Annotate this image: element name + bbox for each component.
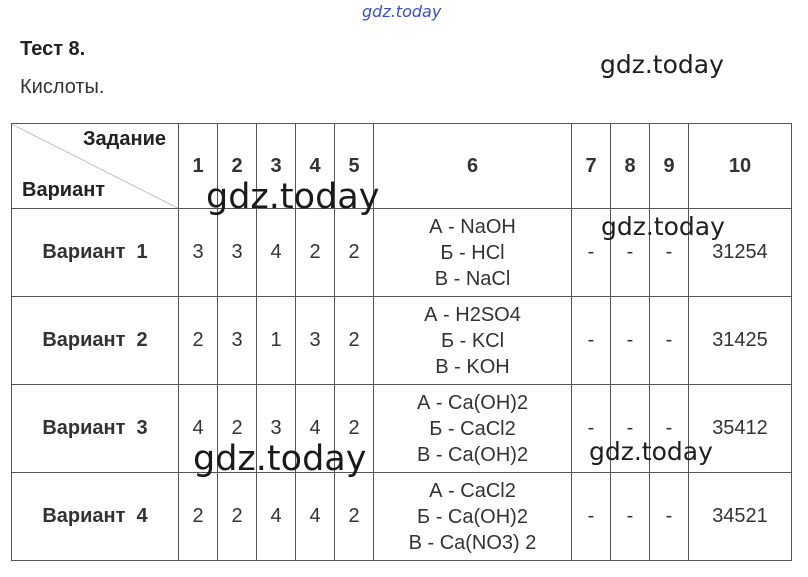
watermark: gdz.today: [589, 437, 713, 466]
answer-cell: -: [572, 385, 611, 473]
column-header: 9: [650, 124, 689, 209]
matching-line: Б - KCl: [440, 329, 505, 352]
table-corner-cell: [12, 124, 179, 209]
answer-cell: 4: [296, 385, 335, 473]
matching-line: Б - CaCl2: [429, 417, 516, 440]
answer-cell: -: [572, 297, 611, 385]
answer-cell: 2: [179, 297, 218, 385]
column-header: 5: [335, 124, 374, 209]
answer-cell: -: [650, 473, 689, 561]
watermark: gdz.today: [206, 177, 380, 217]
answer-cell: 3: [218, 297, 257, 385]
answer-cell: -: [572, 209, 611, 297]
answer-cell: 2: [335, 473, 374, 561]
answer-cell: 31425: [689, 297, 792, 385]
variant-label: Вариант 1: [12, 209, 179, 297]
column-header: 3: [257, 124, 296, 209]
answer-cell: 34521: [689, 473, 792, 561]
variant-label: Вариант 4: [12, 473, 179, 561]
answer-cell: -: [572, 473, 611, 561]
corner-label-variant: Вариант: [22, 179, 106, 201]
matching-line: В - Ca(NO3) 2: [408, 531, 537, 554]
watermark: gdz.today: [193, 439, 367, 479]
column-header: 6: [374, 124, 572, 209]
answer-cell: -: [611, 209, 650, 297]
answer-cell: 2: [335, 385, 374, 473]
answer-cell-matching: [374, 473, 572, 561]
answer-cell: -: [611, 473, 650, 561]
table-header-row: [12, 124, 792, 209]
matching-line: В - NaCl: [434, 267, 511, 290]
answer-cell: 3: [218, 209, 257, 297]
watermark: gdz.today: [601, 212, 725, 241]
answer-cell: 2: [218, 473, 257, 561]
answer-cell: 2: [335, 209, 374, 297]
variant-label: Вариант 2: [12, 297, 179, 385]
matching-line: Б - HCl: [440, 241, 505, 264]
watermark-top: gdz.today: [362, 2, 442, 21]
answer-cell-matching: [374, 385, 572, 473]
answer-cell: 4: [257, 209, 296, 297]
answer-cell: -: [611, 385, 650, 473]
answer-cell-matching: [374, 209, 572, 297]
answer-cell: 4: [296, 473, 335, 561]
column-header: 7: [572, 124, 611, 209]
matching-line: А - H2SO4: [424, 303, 521, 326]
column-header: 2: [218, 124, 257, 209]
column-header: 8: [611, 124, 650, 209]
answer-cell: 3: [296, 297, 335, 385]
answer-cell: 2: [179, 473, 218, 561]
test-title: Тест 8.: [20, 38, 86, 60]
table-row: [12, 473, 792, 561]
answer-cell: 2: [218, 385, 257, 473]
corner-label-task: Задание: [83, 128, 166, 150]
matching-line: А - CaCl2: [429, 479, 516, 502]
watermark: gdz.today: [600, 50, 724, 79]
answer-cell: 4: [257, 473, 296, 561]
matching-line: В - Ca(OH)2: [416, 443, 529, 466]
answer-cell: -: [650, 297, 689, 385]
matching-line: Б - Ca(OH)2: [417, 505, 528, 528]
answer-cell: 35412: [689, 385, 792, 473]
answer-cell: 2: [335, 297, 374, 385]
answer-cell-matching: [374, 297, 572, 385]
column-header: 10: [689, 124, 792, 209]
answer-cell: 31254: [689, 209, 792, 297]
variant-label: Вариант 3: [12, 385, 179, 473]
answer-cell: 4: [179, 385, 218, 473]
answer-cell: 2: [296, 209, 335, 297]
answer-cell: 3: [179, 209, 218, 297]
column-header: 4: [296, 124, 335, 209]
table-row: [12, 297, 792, 385]
answer-cell: 1: [257, 297, 296, 385]
answer-cell: -: [650, 209, 689, 297]
matching-line: А - Ca(OH)2: [416, 391, 529, 414]
answer-cell: 3: [257, 385, 296, 473]
matching-line: В - KOH: [435, 355, 510, 378]
column-header: 1: [179, 124, 218, 209]
matching-line: А - NaOH: [429, 215, 516, 238]
test-subtitle: Кислоты.: [20, 76, 105, 98]
answer-cell: -: [650, 385, 689, 473]
answer-cell: -: [611, 297, 650, 385]
answers-table: [11, 123, 792, 561]
